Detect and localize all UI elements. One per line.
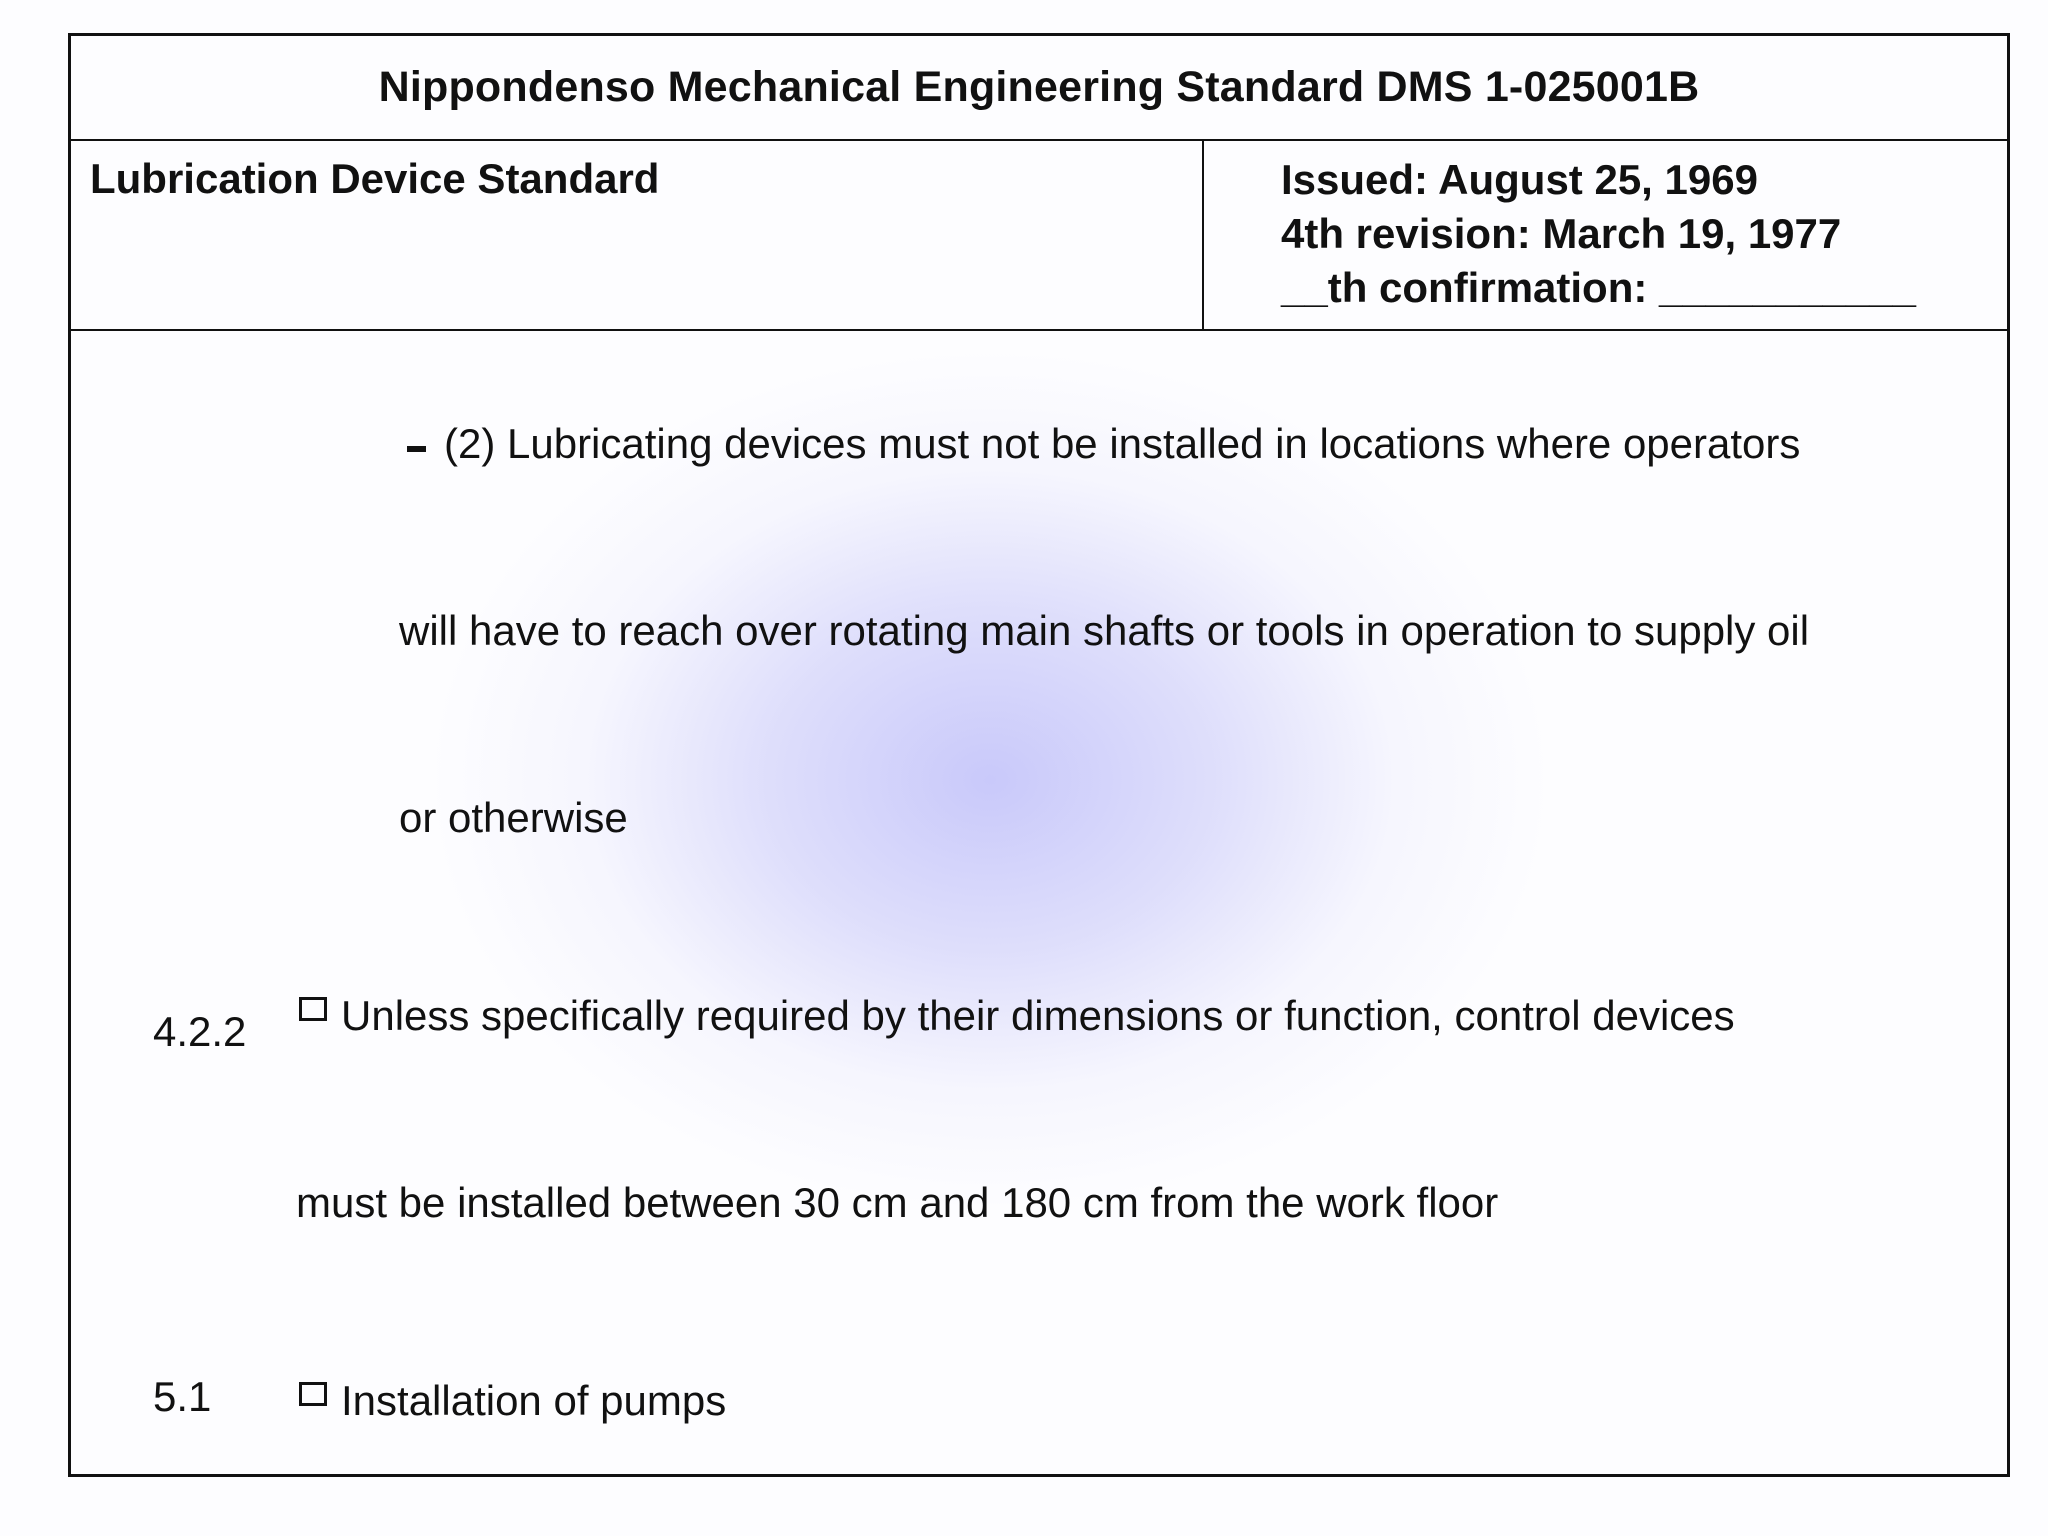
document-subject: Lubrication Device Standard: [90, 155, 660, 202]
issued-date: Issued: August 25, 1969: [1281, 156, 1758, 203]
item-2-line-2: will have to reach over rotating main shafts or tools in operation to supply oil: [399, 607, 1810, 654]
standard-title: Nippondenso Mechanical Engineering Standard DMS 1-025001B: [71, 36, 2007, 141]
section-number-5-1: 5.1: [153, 1373, 212, 1420]
item-2-line-3: or otherwise: [399, 794, 628, 841]
checkbox-icon: [299, 997, 327, 1021]
section-number-4-2-2: 4.2.2: [153, 1008, 247, 1055]
checkbox-icon: [299, 1382, 327, 1406]
dash-mark: [407, 446, 426, 452]
confirmation-line: __th confirmation: ___________: [1281, 264, 1916, 311]
standard-sheet: [68, 33, 2010, 1477]
item-2-line-1: (2) Lubricating devices must not be installed in locations where operators: [444, 420, 1801, 467]
subject-cell: [71, 139, 1204, 329]
section-4-2-2-line-1: Unless specifically required by their dimensions or function, control devices: [341, 992, 1735, 1039]
info-row: [71, 139, 2007, 331]
section-4-2-2-line-2: must be installed between 30 cm and 180 cm from the work floor: [296, 1179, 1499, 1226]
section-5-1-heading: Installation of pumps: [341, 1377, 727, 1424]
revision-info: [1281, 153, 1916, 315]
revision-date: 4th revision: March 19, 1977: [1281, 210, 1842, 257]
